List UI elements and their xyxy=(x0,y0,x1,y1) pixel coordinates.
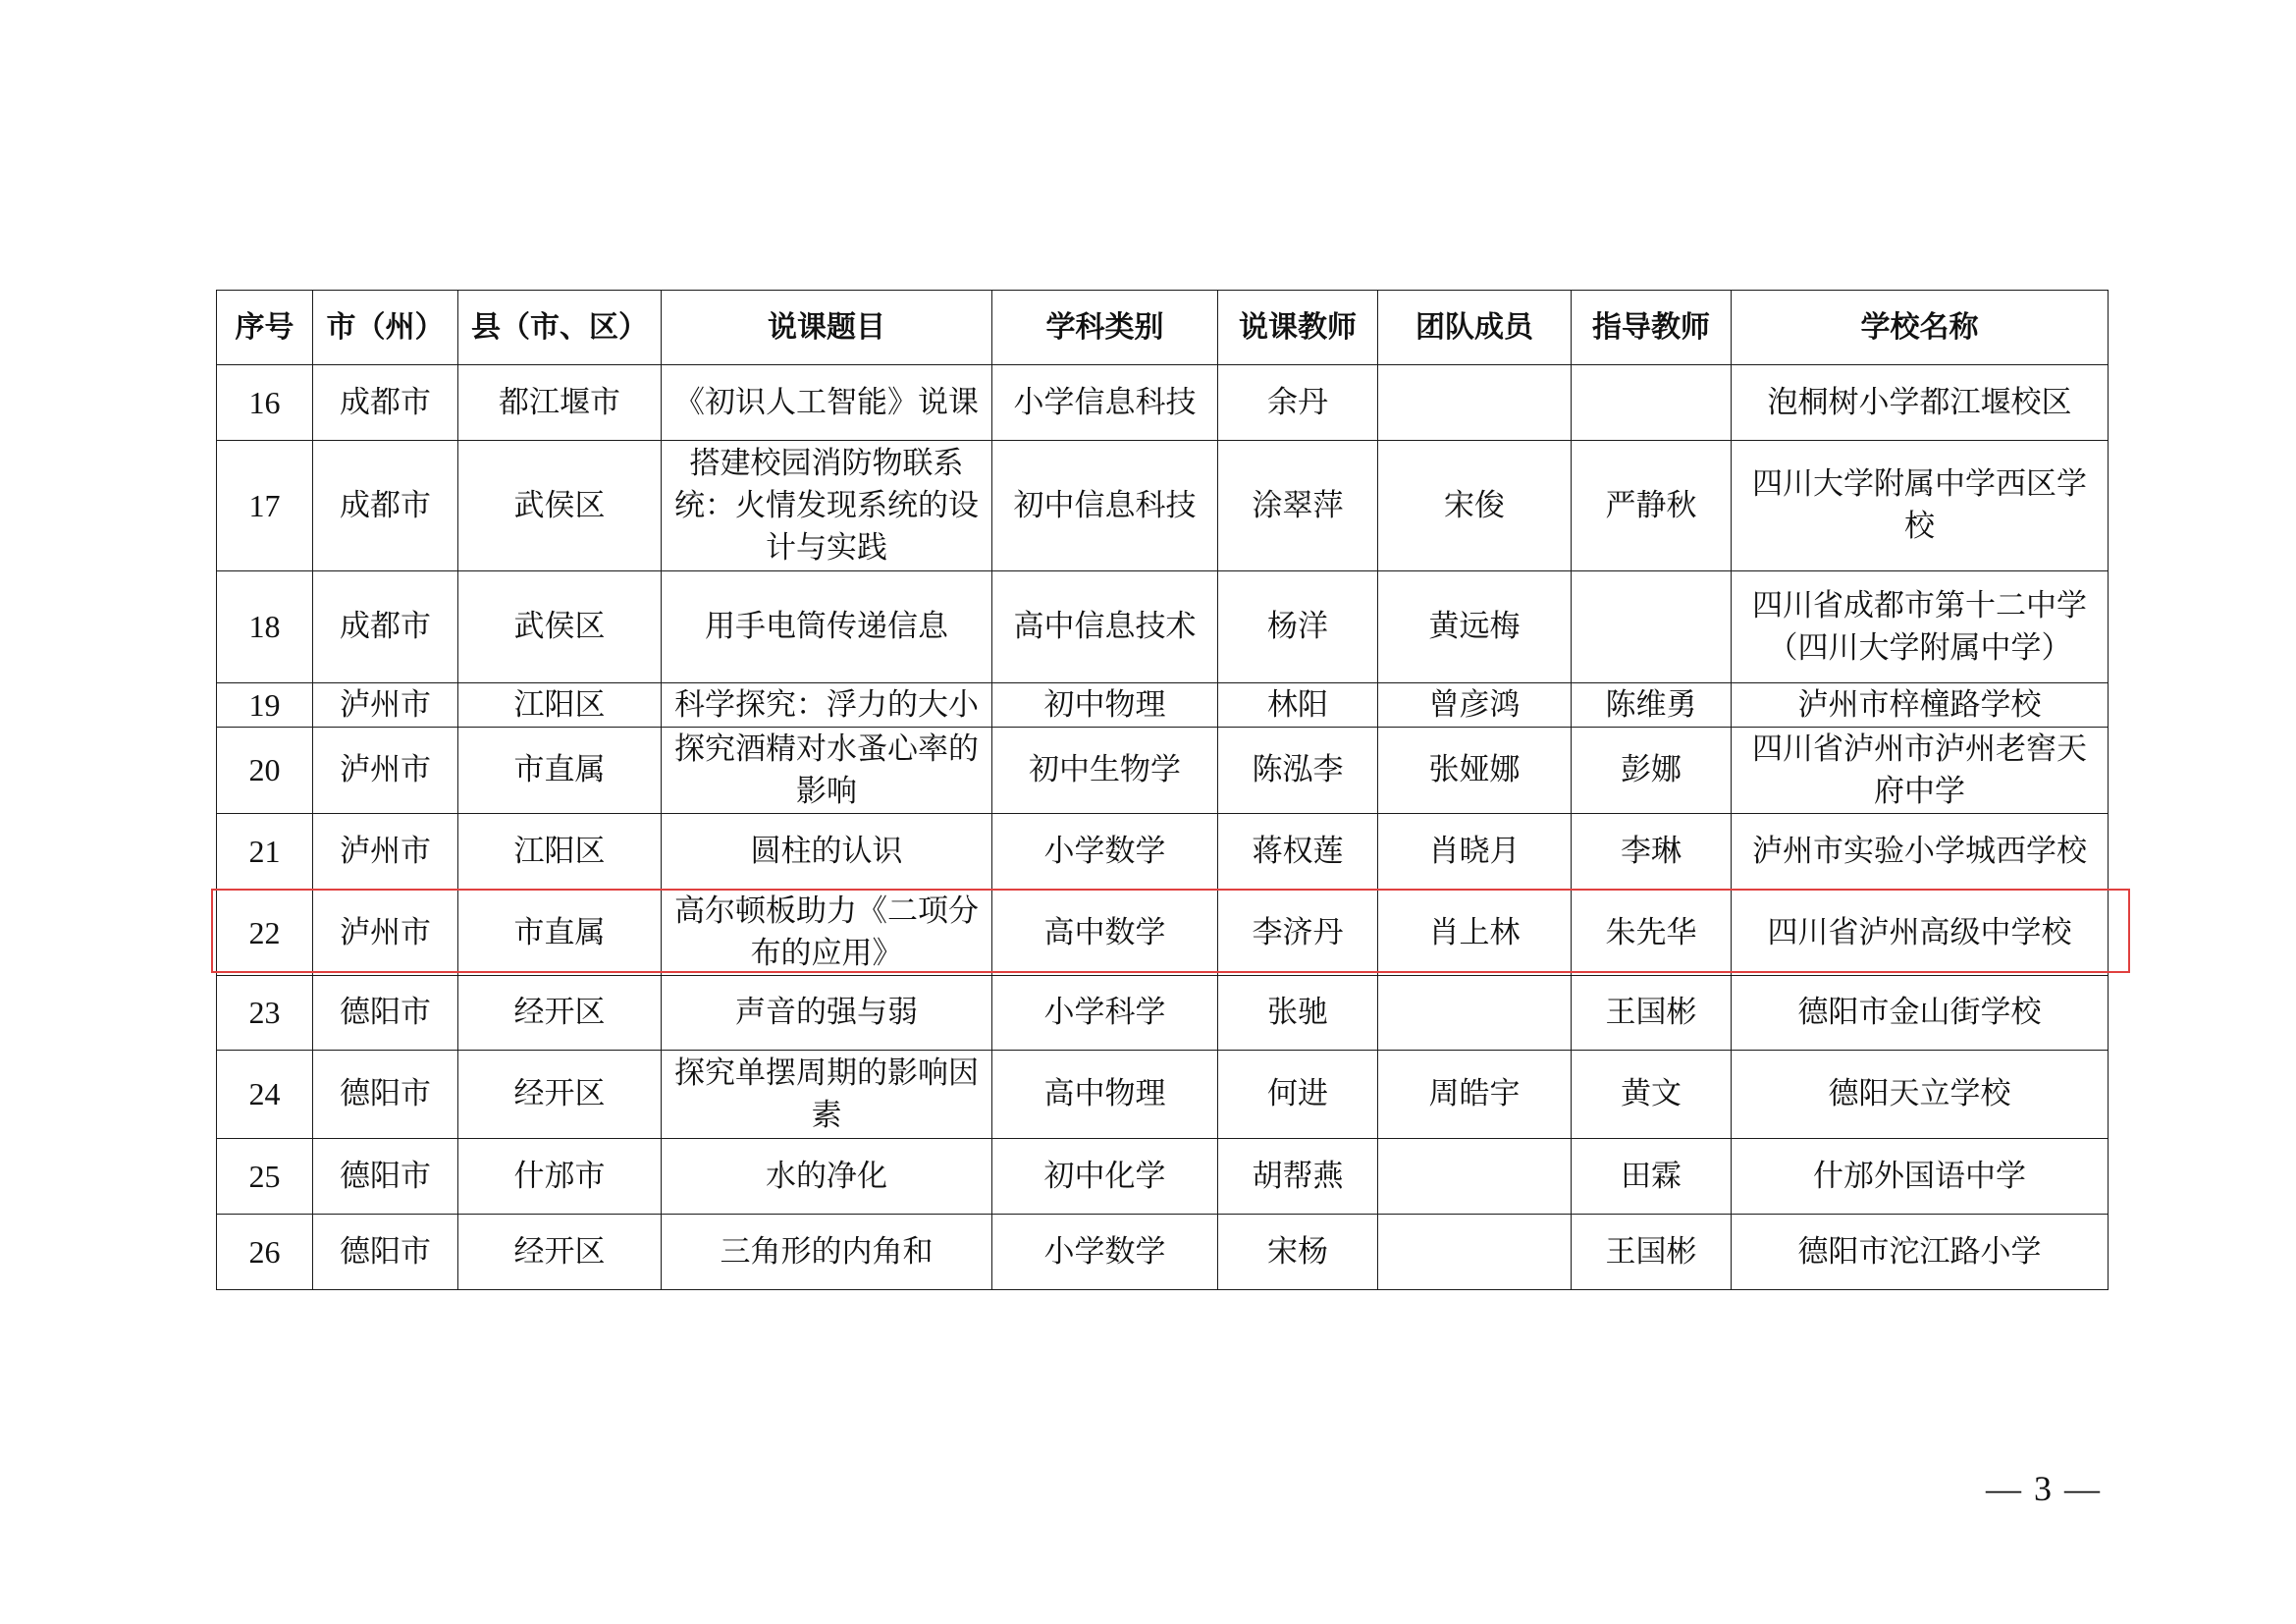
team-member-cell: 曾彦鸿 xyxy=(1378,683,1572,728)
advisor-cell: 黄文 xyxy=(1572,1051,1732,1139)
district-cell: 经开区 xyxy=(458,1051,662,1139)
team-member-cell xyxy=(1378,365,1572,441)
team-member-cell: 宋俊 xyxy=(1378,441,1572,571)
subject-cell: 初中生物学 xyxy=(992,728,1218,814)
team-member-cell: 周皓宇 xyxy=(1378,1051,1572,1139)
school-cell: 德阳市金山街学校 xyxy=(1732,976,2109,1051)
city-cell: 成都市 xyxy=(313,441,458,571)
subject-cell: 初中信息科技 xyxy=(992,441,1218,571)
table-row xyxy=(217,976,2109,1051)
district-cell: 武侯区 xyxy=(458,441,662,571)
city-cell: 德阳市 xyxy=(313,1051,458,1139)
serial-number-cell: 23 xyxy=(217,976,313,1051)
lesson-title-cell: 探究酒精对水蚤心率的影响 xyxy=(662,728,992,814)
city-cell: 德阳市 xyxy=(313,1215,458,1290)
header-cell: 学校名称 xyxy=(1732,291,2109,365)
table-row xyxy=(217,728,2109,814)
serial-number-cell: 22 xyxy=(217,891,313,976)
page-number: — 3 — xyxy=(1986,1469,2102,1508)
city-cell: 德阳市 xyxy=(313,1139,458,1215)
school-cell: 泡桐树小学都江堰校区 xyxy=(1732,365,2109,441)
lesson-title-cell: 《初识人工智能》说课 xyxy=(662,365,992,441)
award-list-table xyxy=(216,290,2109,1290)
district-cell: 江阳区 xyxy=(458,683,662,728)
table-row xyxy=(217,1215,2109,1290)
teacher-cell: 杨洋 xyxy=(1218,571,1378,683)
advisor-cell: 王国彬 xyxy=(1572,1215,1732,1290)
team-member-cell: 肖上林 xyxy=(1378,891,1572,976)
school-cell: 四川省泸州高级中学校 xyxy=(1732,891,2109,976)
advisor-cell: 王国彬 xyxy=(1572,976,1732,1051)
city-cell: 成都市 xyxy=(313,571,458,683)
advisor-cell xyxy=(1572,571,1732,683)
serial-number-cell: 19 xyxy=(217,683,313,728)
serial-number-cell: 25 xyxy=(217,1139,313,1215)
table-row xyxy=(217,683,2109,728)
teacher-cell: 余丹 xyxy=(1218,365,1378,441)
school-cell: 四川大学附属中学西区学校 xyxy=(1732,441,2109,571)
table-row xyxy=(217,1139,2109,1215)
serial-number-cell: 17 xyxy=(217,441,313,571)
school-cell: 什邡外国语中学 xyxy=(1732,1139,2109,1215)
team-member-cell xyxy=(1378,1139,1572,1215)
subject-cell: 初中物理 xyxy=(992,683,1218,728)
header-cell: 市（州） xyxy=(313,291,458,365)
table-row xyxy=(217,441,2109,571)
subject-cell: 小学信息科技 xyxy=(992,365,1218,441)
district-cell: 经开区 xyxy=(458,976,662,1051)
team-member-cell: 肖晓月 xyxy=(1378,814,1572,891)
teacher-cell: 胡帮燕 xyxy=(1218,1139,1378,1215)
serial-number-cell: 18 xyxy=(217,571,313,683)
header-cell: 序号 xyxy=(217,291,313,365)
advisor-cell: 严静秋 xyxy=(1572,441,1732,571)
header-cell: 团队成员 xyxy=(1378,291,1572,365)
school-cell: 四川省成都市第十二中学（四川大学附属中学） xyxy=(1732,571,2109,683)
subject-cell: 小学科学 xyxy=(992,976,1218,1051)
lesson-title-cell: 搭建校园消防物联系统：火情发现系统的设计与实践 xyxy=(662,441,992,571)
subject-cell: 初中化学 xyxy=(992,1139,1218,1215)
district-cell: 武侯区 xyxy=(458,571,662,683)
serial-number-cell: 20 xyxy=(217,728,313,814)
district-cell: 市直属 xyxy=(458,728,662,814)
district-cell: 市直属 xyxy=(458,891,662,976)
table-header-row xyxy=(217,291,2109,365)
lesson-title-cell: 探究单摆周期的影响因素 xyxy=(662,1051,992,1139)
district-cell: 经开区 xyxy=(458,1215,662,1290)
city-cell: 泸州市 xyxy=(313,728,458,814)
teacher-cell: 蒋权莲 xyxy=(1218,814,1378,891)
subject-cell: 高中数学 xyxy=(992,891,1218,976)
advisor-cell: 朱先华 xyxy=(1572,891,1732,976)
school-cell: 四川省泸州市泸州老窖天府中学 xyxy=(1732,728,2109,814)
header-cell: 指导教师 xyxy=(1572,291,1732,365)
district-cell: 都江堰市 xyxy=(458,365,662,441)
advisor-cell: 彭娜 xyxy=(1572,728,1732,814)
city-cell: 成都市 xyxy=(313,365,458,441)
team-member-cell xyxy=(1378,1215,1572,1290)
subject-cell: 小学数学 xyxy=(992,814,1218,891)
teacher-cell: 陈泓李 xyxy=(1218,728,1378,814)
district-cell: 江阳区 xyxy=(458,814,662,891)
city-cell: 泸州市 xyxy=(313,814,458,891)
school-cell: 德阳天立学校 xyxy=(1732,1051,2109,1139)
header-cell: 说课题目 xyxy=(662,291,992,365)
lesson-title-cell: 声音的强与弱 xyxy=(662,976,992,1051)
city-cell: 泸州市 xyxy=(313,891,458,976)
serial-number-cell: 16 xyxy=(217,365,313,441)
table-row xyxy=(217,365,2109,441)
lesson-title-cell: 水的净化 xyxy=(662,1139,992,1215)
lesson-title-cell: 圆柱的认识 xyxy=(662,814,992,891)
district-cell: 什邡市 xyxy=(458,1139,662,1215)
advisor-cell: 陈维勇 xyxy=(1572,683,1732,728)
table-row xyxy=(217,814,2109,891)
advisor-cell: 李琳 xyxy=(1572,814,1732,891)
team-member-cell: 黄远梅 xyxy=(1378,571,1572,683)
lesson-title-cell: 科学探究：浮力的大小 xyxy=(662,683,992,728)
teacher-cell: 林阳 xyxy=(1218,683,1378,728)
team-member-cell: 张娅娜 xyxy=(1378,728,1572,814)
teacher-cell: 李济丹 xyxy=(1218,891,1378,976)
subject-cell: 小学数学 xyxy=(992,1215,1218,1290)
teacher-cell: 张驰 xyxy=(1218,976,1378,1051)
city-cell: 泸州市 xyxy=(313,683,458,728)
table-row xyxy=(217,571,2109,683)
subject-cell: 高中物理 xyxy=(992,1051,1218,1139)
header-cell: 说课教师 xyxy=(1218,291,1378,365)
table-row-highlighted xyxy=(217,891,2109,976)
advisor-cell: 田霖 xyxy=(1572,1139,1732,1215)
serial-number-cell: 24 xyxy=(217,1051,313,1139)
school-cell: 泸州市梓橦路学校 xyxy=(1732,683,2109,728)
header-cell: 县（市、区） xyxy=(458,291,662,365)
teacher-cell: 宋杨 xyxy=(1218,1215,1378,1290)
teacher-cell: 涂翠萍 xyxy=(1218,441,1378,571)
lesson-title-cell: 用手电筒传递信息 xyxy=(662,571,992,683)
header-cell: 学科类别 xyxy=(992,291,1218,365)
serial-number-cell: 26 xyxy=(217,1215,313,1290)
lesson-title-cell: 高尔顿板助力《二项分布的应用》 xyxy=(662,891,992,976)
school-cell: 德阳市沱江路小学 xyxy=(1732,1215,2109,1290)
advisor-cell xyxy=(1572,365,1732,441)
table-row xyxy=(217,1051,2109,1139)
teacher-cell: 何进 xyxy=(1218,1051,1378,1139)
team-member-cell xyxy=(1378,976,1572,1051)
lesson-title-cell: 三角形的内角和 xyxy=(662,1215,992,1290)
serial-number-cell: 21 xyxy=(217,814,313,891)
city-cell: 德阳市 xyxy=(313,976,458,1051)
school-cell: 泸州市实验小学城西学校 xyxy=(1732,814,2109,891)
subject-cell: 高中信息技术 xyxy=(992,571,1218,683)
